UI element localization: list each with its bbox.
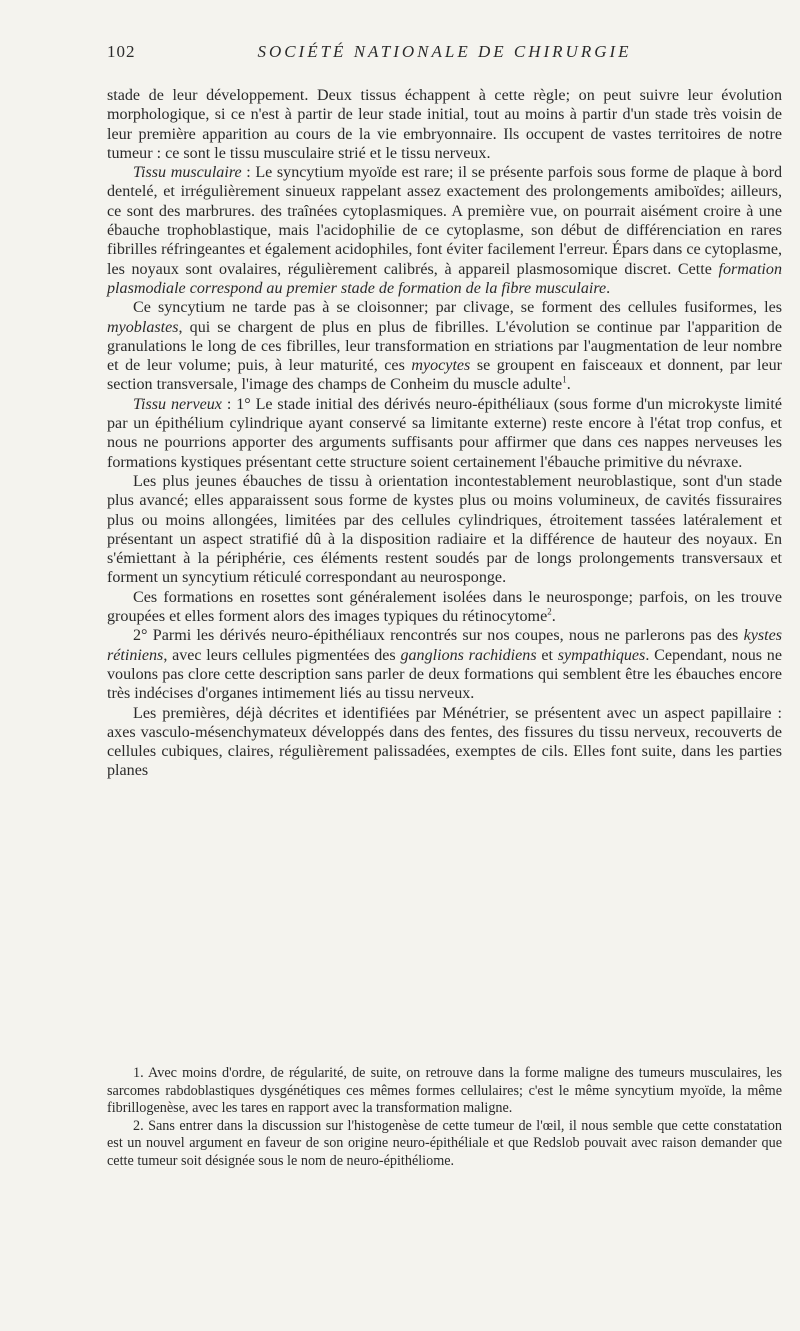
paragraph-text: , avec leurs cellules pigmentées des xyxy=(163,646,401,664)
italic-text: myoblastes xyxy=(107,318,179,336)
page-header xyxy=(107,42,782,64)
italic-text: formation plasmodiale correspond au premier stade de formation de la fibre musculaire xyxy=(107,260,782,297)
italic-text: myocytes xyxy=(411,357,471,375)
paragraph-text: : 1° Le stade initial des dérivés neuro-épithéliaux (sous forme d'un microkyste limité par un épithélium cylindrique ayant conservé sa limitante externe) reste encore à l'état trop confus, et nous ne pourrions apporter des arguments suffisants pour affirmer que dans ces nappes nerveuses les formations kystiques présentant cette structure soient certainement l'ébauche primitive du névraxe. xyxy=(107,395,782,471)
footnotes xyxy=(107,1065,782,1171)
paragraph-text: 2° Parmi les dérivés neuro-épithéliaux rencontrés sur nos coupes, nous ne parlerons pas des xyxy=(133,627,744,645)
paragraph-tissu-nerveux xyxy=(107,395,782,472)
footnote-ref: 1 xyxy=(562,375,567,386)
paragraph: Les plus jeunes ébauches de tissu à orientation incontestablement neuroblastique, sont d'un stade plus avancé; elles apparaissent sous forme de kystes plus ou moins volumineux, de cavités fissuraires plus ou moins allongées, limitées par des cellules cylindriques, étroitement tassées latéralement et présentant un aspect stratifié dû à la disposition radiaire et la différence de hauteur des noyaux. En s'émiettant à la périphérie, ces éléments restent soudés par de longs prolongements transversaux et forment un syncytium réticulé correspondant au neurosponge. xyxy=(107,472,782,587)
paragraph-text: Ce syncytium ne tarde pas à se cloisonner; par clivage, se forment des cellules fusiformes, les xyxy=(133,299,782,317)
paragraph-text: se groupent en faisceaux et donnent, par leur section transversale, l'image des champs de Conheim du muscle adulte xyxy=(107,357,782,394)
paragraph-text: : Le syncytium myoïde est rare; il se présente parfois sous forme de plaque à bord dentelé, et irrégulièrement sinueux rappelant assez exactement des prolongements amiboïdes; ailleurs, ce sont des marbrures. des traînées cytoplasmiques. A première vue, on pourrait aisément croire à une ébauche trophoblastique, mais l'acidophilie de ce cytoplasme, son début de différenciation en rares fibrilles réfringeantes et également acidophiles, font éviter facilement l'erreur. Épars dans ce cytoplasme, les noyaux sont ovalaires, régulièrement calibrés, à appareil plasmosomique discret. Cette xyxy=(107,164,782,278)
italic-text: sympathiques xyxy=(557,646,646,664)
page-number: 102 xyxy=(107,42,136,61)
section-heading-italic: Tissu musculaire xyxy=(133,164,242,182)
paragraph-text: . xyxy=(566,376,571,394)
footnote-2: 2. Sans entrer dans la discussion sur l'histogenèse de cette tumeur de l'œil, il nous semble que cette constatation est un nouvel argument en faveur de son origine neuro-épithéliale et que Redslob pouvait avec raison demander que cette tumeur soit désignée sous le nom de neuro-épithéliome. xyxy=(107,1117,782,1169)
running-head: SOCIÉTÉ NATIONALE DE CHIRURGIE xyxy=(257,42,632,61)
paragraph-text: . Cependant, nous ne voulons pas clore cette description sans parler de deux formations qui semblent être les ébauches encore très indécises d'organes intimement liés au tissu nerveux. xyxy=(107,646,782,703)
paragraph-text: Ces formations en rosettes sont généralement isolées dans le neurosponge; parfois, on les trouve groupées et elles forment alors des images typiques du rétinocytome xyxy=(107,588,782,626)
italic-text: ganglions rachidiens xyxy=(400,646,537,664)
paragraph-text: . xyxy=(551,608,556,626)
paragraph-text: , qui se chargent de plus en plus de fibrilles. L'évolution se continue par l'apparition de granulations le long de ces fibrilles, leur transformation en striations par l'augmentation de leur nombre et de leur volume; puis, à leur maturité, ces xyxy=(107,318,782,375)
footnote-1: 1. Avec moins d'ordre, de régularité, de suite, on retrouve dans la forme maligne des tumeurs musculaires, les sarcomes rabdoblastiques dysgénétiques ces mêmes formes cellulaires; c'est le même syncytium myoïde, la même fibrillogenèse, avec les tares en rapport avec la transformation maligne. xyxy=(107,1065,782,1117)
paragraph-text: . xyxy=(606,279,611,297)
paragraph: Les premières, déjà décrites et identifiées par Ménétrier, se présentent avec un aspect papillaire : axes vasculo-mésenchymateux développés dans des fentes, des fissures du tissu nerveux, recouverts de cellules cubiques, claires, régulièrement palissadées, exemptes de cils. Elles font suite, dans les parties planes xyxy=(107,704,782,780)
footnote-ref: 2 xyxy=(547,606,552,617)
paragraph xyxy=(107,626,782,703)
paragraph-text: et xyxy=(536,646,558,664)
italic-text: kystes rétiniens xyxy=(107,627,782,664)
paragraph: stade de leur développement. Deux tissus échappent à cette règle; on peut suivre leur évolution morphologique, si ce n'est à partir de leur stade initial, tout au moins à partir d'un stade très voisin de leur première apparition au cours de la vie embryonnaire. Ils occupent de vastes territoires de notre tumeur : ce sont le tissu musculaire strié et le tissu nerveux. xyxy=(107,87,782,162)
body-text xyxy=(107,86,782,781)
paragraph xyxy=(107,298,782,394)
paragraph xyxy=(107,588,782,627)
section-heading-italic: Tissu nerveux xyxy=(133,395,222,413)
paragraph-tissu-musculaire xyxy=(107,163,782,298)
